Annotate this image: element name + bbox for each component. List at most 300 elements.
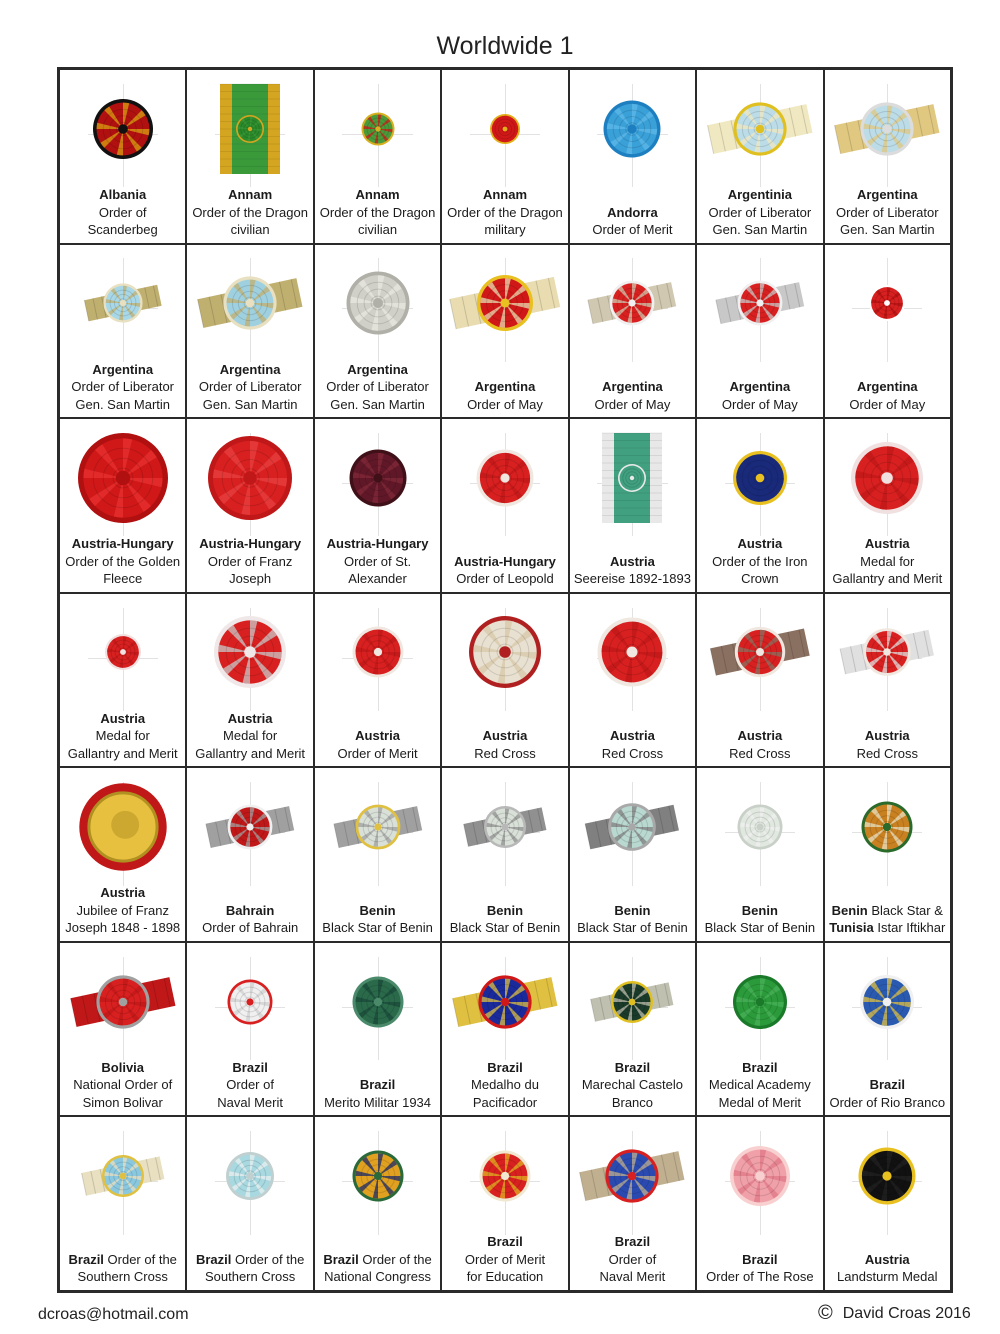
country-name: Bahrain bbox=[225, 902, 275, 918]
ribbon-rosette-icon bbox=[572, 70, 692, 189]
country-name: Brazil bbox=[742, 1059, 778, 1075]
order-name: Landsturm Medal bbox=[837, 1269, 938, 1285]
country-name: Austria bbox=[355, 728, 400, 744]
medal-cell bbox=[570, 70, 695, 243]
ribbon-rosette-icon bbox=[572, 1117, 692, 1236]
medal-image bbox=[187, 245, 312, 362]
credit-text: David Croas 2016 bbox=[842, 1305, 971, 1322]
order-name: Order of Merit bbox=[592, 222, 673, 238]
country-name: Brazil bbox=[68, 1251, 104, 1267]
medal-cell bbox=[570, 245, 695, 418]
order-name: Order of the Dragon bbox=[319, 204, 436, 220]
country-name: Austria bbox=[737, 536, 783, 552]
order-name: Gen. San Martin bbox=[75, 396, 171, 412]
medal-caption bbox=[825, 186, 950, 239]
caption-line bbox=[62, 1251, 183, 1269]
order-name: Marechal Castelo bbox=[581, 1077, 683, 1093]
medal-caption bbox=[315, 361, 440, 414]
medal-image bbox=[60, 419, 185, 536]
ribbon-rosette-icon bbox=[63, 245, 183, 364]
ribbon-rosette-icon bbox=[827, 1117, 947, 1236]
ribbon-rosette-icon bbox=[572, 594, 692, 713]
ribbon-rosette-icon bbox=[445, 70, 565, 189]
order-name: Order of the Iron bbox=[712, 553, 808, 569]
caption-line bbox=[827, 919, 948, 937]
order-name: Southern Cross bbox=[204, 1269, 296, 1285]
ribbon-rosette-icon bbox=[63, 768, 183, 887]
medal-image bbox=[825, 1117, 950, 1234]
medal-caption bbox=[570, 553, 695, 588]
country-name: Austria bbox=[864, 728, 910, 744]
medal-image bbox=[187, 594, 312, 711]
ribbon-rosette-icon bbox=[827, 70, 947, 189]
medal-caption bbox=[570, 902, 695, 937]
medal-image bbox=[570, 768, 695, 885]
order-name: Seereise 1892-1893 bbox=[573, 571, 691, 587]
ribbon-rosette-icon bbox=[827, 768, 947, 887]
order-name: for Education bbox=[466, 1269, 544, 1285]
medal-caption bbox=[442, 727, 567, 762]
ribbon-rosette-icon bbox=[445, 768, 565, 887]
order-name: Order of Rio Branco bbox=[829, 1094, 946, 1110]
copyright-icon: © bbox=[818, 1302, 833, 1324]
medal-caption bbox=[442, 378, 567, 413]
medal-cell bbox=[570, 1117, 695, 1290]
medal-image bbox=[187, 943, 312, 1060]
medal-image bbox=[570, 419, 695, 536]
medal-caption bbox=[187, 710, 312, 763]
country-name: Benin bbox=[741, 902, 778, 918]
country-name: Brazil bbox=[359, 1077, 396, 1093]
ribbon-rosette-icon bbox=[318, 943, 438, 1062]
order-name: National Order of bbox=[73, 1077, 173, 1093]
country-name: Annam bbox=[482, 187, 528, 203]
order-name: Medal for bbox=[860, 553, 915, 569]
medal-caption bbox=[315, 727, 440, 762]
order-name: Red Cross bbox=[601, 745, 664, 761]
medal-caption bbox=[315, 186, 440, 239]
medal-cell bbox=[442, 768, 567, 941]
medal-cell bbox=[187, 245, 312, 418]
medal-image bbox=[315, 768, 440, 885]
medal-image bbox=[315, 245, 440, 362]
ribbon-rosette-icon bbox=[572, 419, 692, 538]
medal-image bbox=[442, 419, 567, 536]
ribbon-rosette-icon bbox=[63, 419, 183, 538]
medal-image bbox=[442, 768, 567, 885]
ribbon-rosette-icon bbox=[572, 245, 692, 364]
country-name: Argentina bbox=[856, 379, 918, 395]
medal-cell bbox=[315, 70, 440, 243]
caption-line bbox=[189, 1251, 310, 1269]
order-name: Fleece bbox=[103, 571, 143, 587]
ribbon-rosette-icon bbox=[318, 70, 438, 189]
ribbon-rosette-icon bbox=[700, 768, 820, 887]
ribbon-rosette-icon bbox=[445, 245, 565, 364]
medal-caption bbox=[60, 186, 185, 239]
medal-cell bbox=[315, 1117, 440, 1290]
medal-cell bbox=[442, 419, 567, 592]
ribbon-rosette-icon bbox=[700, 419, 820, 538]
page-title: Worldwide 1 bbox=[436, 32, 574, 60]
order-name: Order of bbox=[98, 204, 147, 220]
order-name: Medal of Merit bbox=[718, 1094, 802, 1110]
order-name: Simon Bolivar bbox=[82, 1094, 163, 1110]
medal-image bbox=[442, 594, 567, 711]
country-name: Austria-Hungary bbox=[71, 536, 174, 552]
order-name: Pacificador bbox=[472, 1094, 538, 1110]
country-name: Benin bbox=[614, 902, 651, 918]
order-name: Order of the Dragon bbox=[447, 204, 563, 220]
order-name: Istar Iftikhar bbox=[873, 920, 946, 936]
medal-image bbox=[570, 1117, 695, 1234]
medal-cell bbox=[187, 419, 312, 592]
order-name: Scanderbeg bbox=[87, 222, 158, 238]
ribbon-rosette-icon bbox=[63, 943, 183, 1062]
medal-cell bbox=[697, 1117, 822, 1290]
country-name: Austria bbox=[864, 1251, 910, 1267]
country-name: Austria bbox=[610, 728, 655, 744]
medal-image bbox=[570, 245, 695, 362]
medal-cell bbox=[570, 594, 695, 767]
order-name: Naval Merit bbox=[599, 1269, 666, 1285]
medal-caption bbox=[315, 535, 440, 588]
order-name: Black Star & bbox=[867, 902, 943, 918]
country-name: Benin bbox=[831, 902, 868, 918]
order-name: Order of May bbox=[849, 396, 926, 412]
medal-cell bbox=[442, 1117, 567, 1290]
country-name: Austria bbox=[737, 728, 783, 744]
medal-cell bbox=[442, 70, 567, 243]
order-name: Black Star of Benin bbox=[322, 920, 433, 936]
order-name: Order of Leopold bbox=[456, 571, 554, 587]
medal-image bbox=[697, 1117, 822, 1234]
medal-cell bbox=[60, 419, 185, 592]
caption-line bbox=[317, 1268, 438, 1286]
medal-cell bbox=[825, 943, 950, 1116]
order-name: Southern Cross bbox=[77, 1269, 168, 1285]
ribbon-rosette-icon bbox=[445, 419, 565, 538]
medal-caption bbox=[60, 1059, 185, 1112]
country-name: Benin bbox=[486, 902, 524, 918]
medal-cell bbox=[60, 70, 185, 243]
order-name: Gen. San Martin bbox=[712, 222, 808, 238]
medal-image bbox=[825, 768, 950, 885]
country-name: Tunisia bbox=[829, 920, 874, 936]
medal-caption bbox=[697, 535, 822, 588]
order-name: Black Star of Benin bbox=[577, 920, 688, 936]
ribbon-rosette-icon bbox=[190, 594, 310, 713]
country-name: Benin bbox=[359, 902, 396, 918]
country-name: Argentina bbox=[92, 361, 154, 377]
medal-image bbox=[570, 70, 695, 187]
order-name: Black Star of Benin bbox=[449, 920, 561, 936]
medal-cell bbox=[60, 1117, 185, 1290]
order-name: Medal for bbox=[223, 728, 278, 744]
medal-image bbox=[60, 594, 185, 711]
medal-cell bbox=[60, 594, 185, 767]
medal-image bbox=[697, 419, 822, 536]
country-name: Brazil bbox=[742, 1251, 778, 1267]
medal-cell bbox=[697, 245, 822, 418]
order-name: Order of Merit bbox=[464, 1251, 546, 1267]
medal-caption bbox=[187, 902, 312, 937]
medal-image bbox=[697, 70, 822, 187]
medal-image bbox=[697, 245, 822, 362]
order-name: Order of bbox=[226, 1077, 274, 1093]
medal-caption bbox=[442, 1233, 567, 1286]
order-name: Gen. San Martin bbox=[202, 396, 298, 412]
country-name: Austria bbox=[100, 885, 146, 901]
order-name: Order of Liberator bbox=[326, 379, 429, 395]
ribbon-rosette-icon bbox=[190, 245, 310, 364]
medal-cell bbox=[697, 768, 822, 941]
medal-caption bbox=[697, 378, 822, 413]
medal-image bbox=[187, 419, 312, 536]
country-name: Austria-Hungary bbox=[326, 536, 429, 552]
medal-image bbox=[60, 70, 185, 187]
country-name: Argentinia bbox=[727, 187, 792, 203]
country-name: Austria bbox=[610, 553, 655, 569]
country-name: Brazil bbox=[195, 1251, 232, 1267]
medal-caption bbox=[570, 378, 695, 413]
medal-image bbox=[315, 943, 440, 1060]
ribbon-rosette-icon bbox=[700, 594, 820, 713]
medal-caption bbox=[442, 1059, 567, 1112]
country-name: Argentina bbox=[856, 187, 918, 203]
country-name: Argentina bbox=[729, 379, 791, 395]
country-name: Brazil bbox=[614, 1059, 651, 1075]
country-name: Brazil bbox=[487, 1059, 523, 1075]
ribbon-rosette-icon bbox=[190, 70, 310, 189]
footer-email: dcroas@hotmail.com bbox=[38, 1306, 189, 1323]
country-name: Argentina bbox=[219, 361, 281, 377]
medal-cell bbox=[60, 943, 185, 1116]
ribbon-rosette-icon bbox=[318, 594, 438, 713]
medal-caption bbox=[60, 1251, 185, 1286]
ribbon-rosette-icon bbox=[445, 1117, 565, 1236]
country-name: Brazil bbox=[869, 1077, 905, 1093]
medal-caption bbox=[60, 535, 185, 588]
order-name: Order of Liberator bbox=[835, 204, 939, 220]
medal-cell bbox=[570, 419, 695, 592]
order-name: Gen. San Martin bbox=[330, 396, 425, 412]
order-name: Gallantry and Merit bbox=[195, 745, 306, 761]
medal-image bbox=[315, 419, 440, 536]
order-name: Red Cross bbox=[729, 745, 791, 761]
order-name: Red Cross bbox=[474, 745, 536, 761]
medal-caption bbox=[187, 1251, 312, 1286]
medal-cell bbox=[60, 245, 185, 418]
country-name: Bolivia bbox=[101, 1059, 145, 1075]
ribbon-rosette-icon bbox=[190, 1117, 310, 1236]
medal-cell bbox=[697, 70, 822, 243]
medal-caption bbox=[442, 186, 567, 239]
ribbon-rosette-icon bbox=[572, 768, 692, 887]
order-name: Black Star of Benin bbox=[704, 920, 816, 936]
medal-image bbox=[825, 70, 950, 187]
ribbon-rosette-icon bbox=[827, 943, 947, 1062]
medal-cell bbox=[442, 943, 567, 1116]
medal-caption bbox=[187, 186, 312, 239]
order-name: Merito Militar 1934 bbox=[324, 1094, 432, 1110]
medal-caption bbox=[442, 902, 567, 937]
medal-image bbox=[570, 943, 695, 1060]
medal-image bbox=[442, 1117, 567, 1234]
medal-image bbox=[187, 70, 312, 187]
medal-image bbox=[315, 594, 440, 711]
order-name: Medalho du bbox=[471, 1077, 539, 1093]
medal-image bbox=[187, 1117, 312, 1234]
ribbon-rosette-icon bbox=[700, 943, 820, 1062]
medal-caption bbox=[570, 1233, 695, 1286]
medal-image bbox=[825, 943, 950, 1060]
order-name: civilian bbox=[230, 222, 270, 238]
country-name: Austria bbox=[864, 536, 910, 552]
footer-credit bbox=[818, 1302, 971, 1325]
medal-caption bbox=[825, 535, 950, 588]
order-name: Crown bbox=[741, 571, 779, 587]
medal-caption bbox=[825, 378, 950, 413]
medal-caption bbox=[697, 902, 822, 937]
medal-cell bbox=[825, 419, 950, 592]
medal-cell bbox=[315, 419, 440, 592]
medal-caption bbox=[60, 710, 185, 763]
ribbon-rosette-icon bbox=[700, 1117, 820, 1236]
order-name: Jubilee of Franz bbox=[76, 902, 169, 918]
order-name: Joseph bbox=[229, 571, 272, 587]
medal-caption bbox=[825, 902, 950, 937]
order-name: Order of the bbox=[103, 1251, 177, 1267]
medal-caption bbox=[60, 361, 185, 414]
ribbon-rosette-icon bbox=[190, 419, 310, 538]
medal-caption bbox=[315, 1076, 440, 1111]
caption-line bbox=[189, 1268, 310, 1286]
medal-image bbox=[697, 594, 822, 711]
medal-caption bbox=[315, 1251, 440, 1286]
order-name: Order of May bbox=[721, 396, 798, 412]
order-name: Order of the Golden bbox=[65, 553, 181, 569]
order-name: Order of Liberator bbox=[71, 379, 175, 395]
medal-cell bbox=[697, 594, 822, 767]
ribbon-rosette-icon bbox=[445, 594, 565, 713]
medal-image bbox=[187, 768, 312, 885]
medal-cell bbox=[315, 245, 440, 418]
medal-image bbox=[697, 943, 822, 1060]
country-name: Argentina bbox=[347, 361, 408, 377]
order-name: Order of The Rose bbox=[706, 1269, 814, 1285]
medal-image bbox=[825, 419, 950, 536]
ribbon-rosette-icon bbox=[572, 943, 692, 1062]
order-name: Red Cross bbox=[856, 745, 918, 761]
country-name: Brazil bbox=[614, 1234, 651, 1250]
country-name: Austria-Hungary bbox=[454, 553, 556, 569]
medal-image bbox=[60, 245, 185, 362]
ribbon-rosette-icon bbox=[63, 594, 183, 713]
medal-cell bbox=[442, 594, 567, 767]
ribbon-rosette-icon bbox=[63, 70, 183, 189]
medal-image bbox=[442, 70, 567, 187]
country-name: Austria-Hungary bbox=[199, 536, 302, 552]
order-name: Gen. San Martin bbox=[839, 222, 935, 238]
medal-image bbox=[442, 245, 567, 362]
medal-caption bbox=[570, 727, 695, 762]
caption-line bbox=[317, 1251, 438, 1269]
medal-cell bbox=[825, 70, 950, 243]
order-name: National Congress bbox=[324, 1269, 432, 1285]
order-name: Naval Merit bbox=[217, 1094, 283, 1110]
ribbon-rosette-icon bbox=[827, 419, 947, 538]
medal-image bbox=[315, 1117, 440, 1234]
medal-cell bbox=[825, 245, 950, 418]
medal-cell bbox=[825, 768, 950, 941]
country-name: Brazil bbox=[232, 1059, 268, 1075]
ribbon-rosette-icon bbox=[190, 768, 310, 887]
country-name: Austria bbox=[227, 710, 273, 726]
order-name: Order of the bbox=[231, 1251, 305, 1267]
country-name: Argentina bbox=[602, 379, 663, 395]
medal-caption bbox=[697, 1251, 822, 1286]
medal-cell bbox=[442, 245, 567, 418]
medal-cell bbox=[315, 594, 440, 767]
medal-image bbox=[60, 1117, 185, 1234]
medal-caption bbox=[570, 204, 695, 239]
ribbon-rosette-icon bbox=[827, 594, 947, 713]
medal-cell bbox=[570, 768, 695, 941]
ribbon-rosette-icon bbox=[700, 70, 820, 189]
medal-cell bbox=[60, 768, 185, 941]
medal-grid bbox=[57, 67, 953, 1293]
order-name: Order of Bahrain bbox=[202, 920, 299, 936]
country-name: Annam bbox=[355, 187, 400, 203]
country-name: Argentina bbox=[474, 379, 536, 395]
medal-image bbox=[60, 943, 185, 1060]
medal-caption bbox=[315, 902, 440, 937]
medal-caption bbox=[697, 727, 822, 762]
caption-line bbox=[827, 902, 948, 920]
medal-caption bbox=[825, 727, 950, 762]
medal-cell bbox=[825, 594, 950, 767]
medal-cell bbox=[570, 943, 695, 1116]
order-name: Order of Franz bbox=[207, 553, 293, 569]
medal-cell bbox=[697, 943, 822, 1116]
order-name: Order of bbox=[608, 1251, 657, 1267]
medal-caption bbox=[825, 1251, 950, 1286]
country-name: Annam bbox=[228, 187, 273, 203]
medal-caption bbox=[187, 1059, 312, 1112]
medal-cell bbox=[187, 594, 312, 767]
medal-caption bbox=[60, 884, 185, 937]
ribbon-rosette-icon bbox=[63, 1117, 183, 1236]
country-name: Brazil bbox=[323, 1251, 359, 1267]
caption-line bbox=[62, 1268, 183, 1286]
country-name: Austria bbox=[482, 728, 528, 744]
ribbon-rosette-icon bbox=[827, 245, 947, 364]
country-name: Austria bbox=[100, 710, 146, 726]
country-name: Brazil bbox=[487, 1234, 523, 1250]
order-name: Alexander bbox=[348, 571, 407, 587]
medal-image bbox=[825, 594, 950, 711]
country-name: Albania bbox=[99, 187, 147, 203]
order-name: Order of May bbox=[467, 396, 543, 412]
order-name: military bbox=[484, 222, 526, 238]
order-name: Medical Academy bbox=[708, 1077, 811, 1093]
medal-image bbox=[697, 768, 822, 885]
medal-caption bbox=[697, 186, 822, 239]
medal-cell bbox=[187, 1117, 312, 1290]
medal-cell bbox=[315, 943, 440, 1116]
order-name: Order of Merit bbox=[337, 745, 418, 761]
